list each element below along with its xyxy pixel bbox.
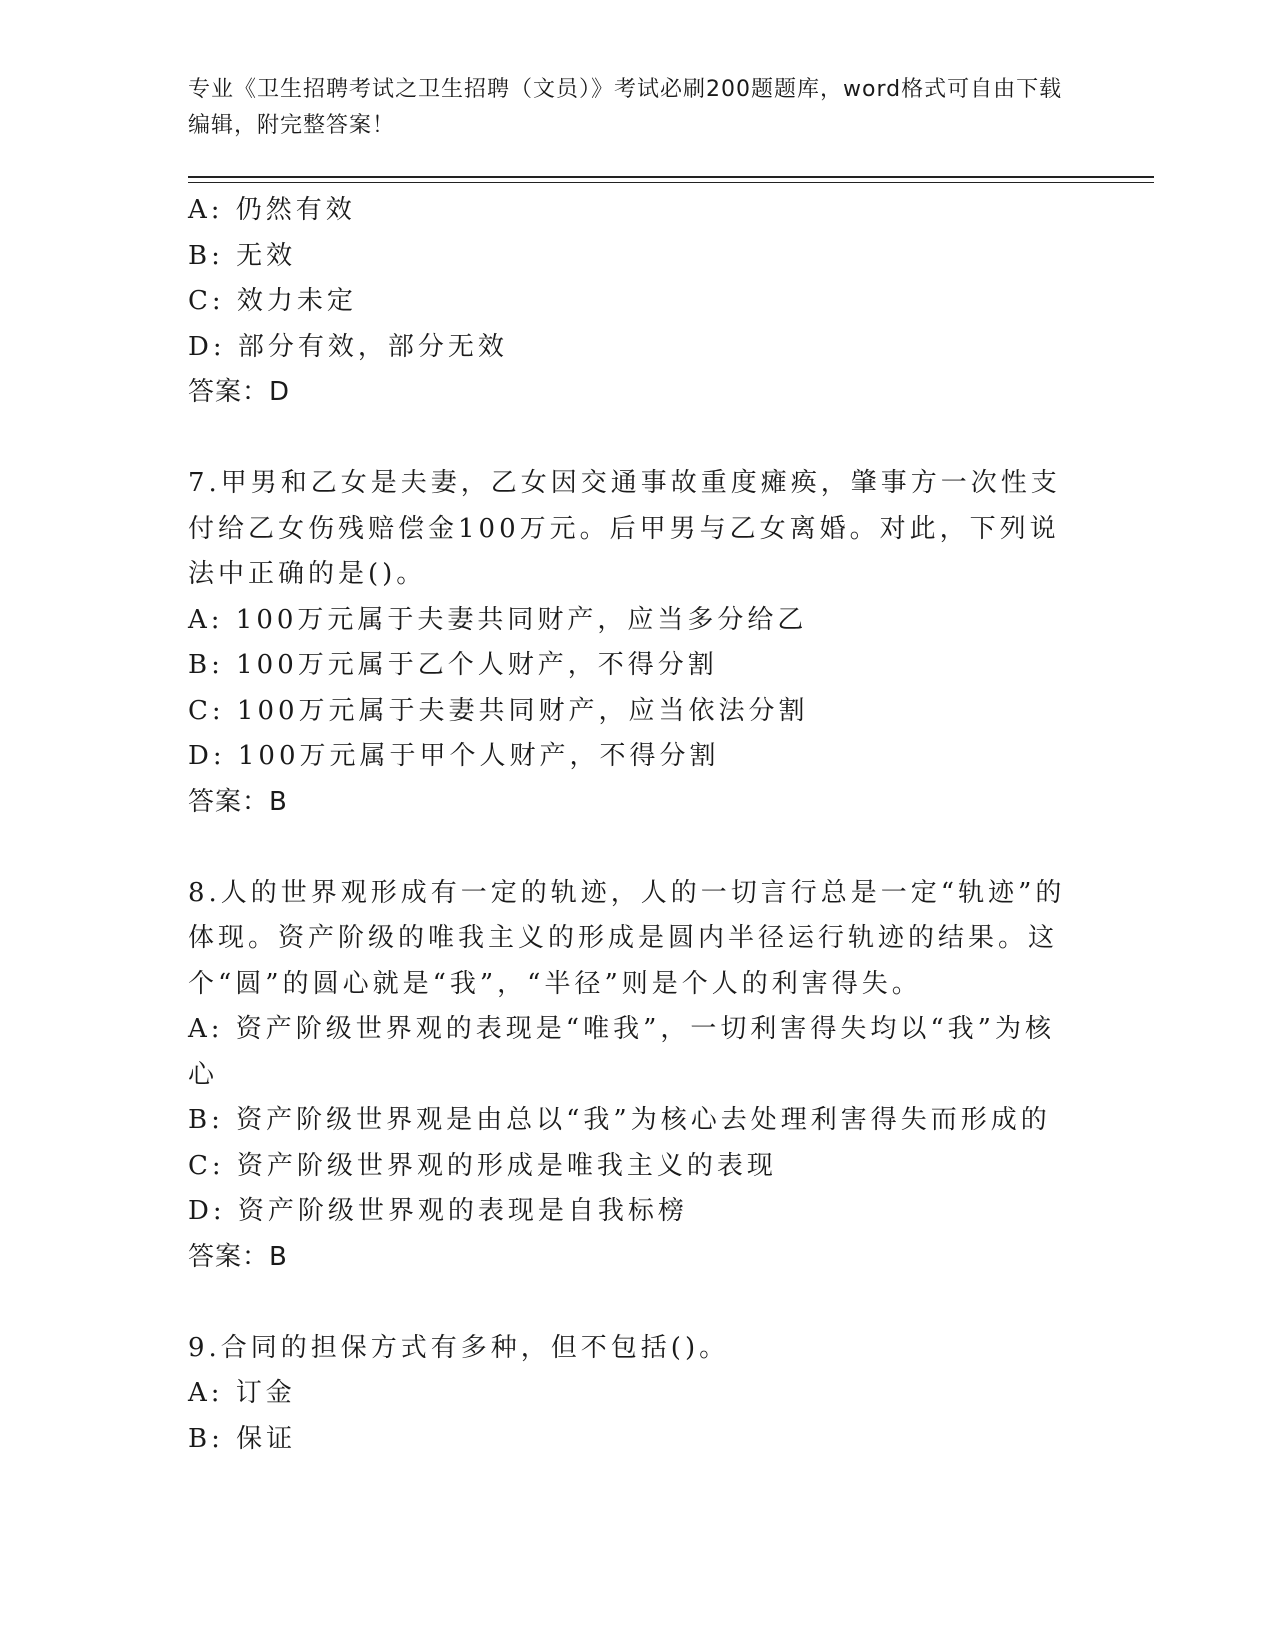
question-text: 9.合同的担保方式有多种，但不包括()。: [188, 1332, 730, 1363]
question-text: 7.甲男和乙女是夫妻，乙女因交通事故重度瘫痪，肇事方一次性支付给乙女伤残赔偿金100万元。后甲男与乙女离婚。对此，下列说法中正确的是()。: [188, 468, 1061, 589]
spacer: [188, 1280, 1068, 1326]
option-a: A: 100万元属于夫妻共同财产，应当多分给乙: [188, 604, 808, 635]
question-8: [188, 871, 1068, 1281]
question-content: [188, 188, 1068, 1462]
option-d: D: 资产阶级世界观的表现是自我标榜: [188, 1196, 688, 1226]
option-b: B: 资产阶级世界观是由总以“我”为核心去处理利害得失而形成的: [188, 1105, 1051, 1135]
option-c: C: 100万元属于夫妻共同财产，应当依法分割: [188, 695, 809, 726]
spacer: [188, 825, 1068, 871]
header-title: 专业《卫生招聘考试之卫生招聘（文员）》考试必刷200题题库，word格式可自由下载编辑，附完整答案！: [188, 77, 1063, 138]
answer: 答案：B: [188, 1241, 288, 1272]
answer: 答案：D: [188, 377, 291, 407]
option-a: A: 仍然有效: [188, 195, 356, 225]
option-c: C: 效力未定: [188, 286, 357, 316]
question-text: 8.人的世界观形成有一定的轨迹，人的一切言行总是一定“轨迹”的体现。资产阶级的唯我主义的形成是圆内半径运行轨迹的结果。这个“圆”的圆心就是“我”，“半径”则是个人的利害得失。: [188, 877, 1066, 999]
option-d: D: 100万元属于甲个人财产，不得分割: [188, 741, 720, 771]
option-b: B: 100万元属于乙个人财产，不得分割: [188, 650, 718, 680]
question-7: [188, 461, 1068, 825]
option-a: A: 资产阶级世界观的表现是“唯我”，一切利害得失均以“我”为核心: [188, 1014, 1055, 1090]
spacer: [188, 416, 1068, 462]
option-c: C: 资产阶级世界观的形成是唯我主义的表现: [188, 1150, 777, 1181]
question-9: [188, 1326, 1068, 1463]
option-b: B: 保证: [188, 1423, 297, 1454]
header-divider-thick: [188, 176, 1154, 178]
question-6-partial: [188, 188, 1068, 416]
option-b: B: 无效: [188, 240, 297, 271]
option-a: A: 订金: [188, 1378, 296, 1408]
document-header: [188, 72, 1068, 144]
header-divider-thin: [188, 182, 1154, 183]
option-d: D: 部分有效，部分无效: [188, 331, 508, 362]
answer: 答案：B: [188, 786, 288, 817]
